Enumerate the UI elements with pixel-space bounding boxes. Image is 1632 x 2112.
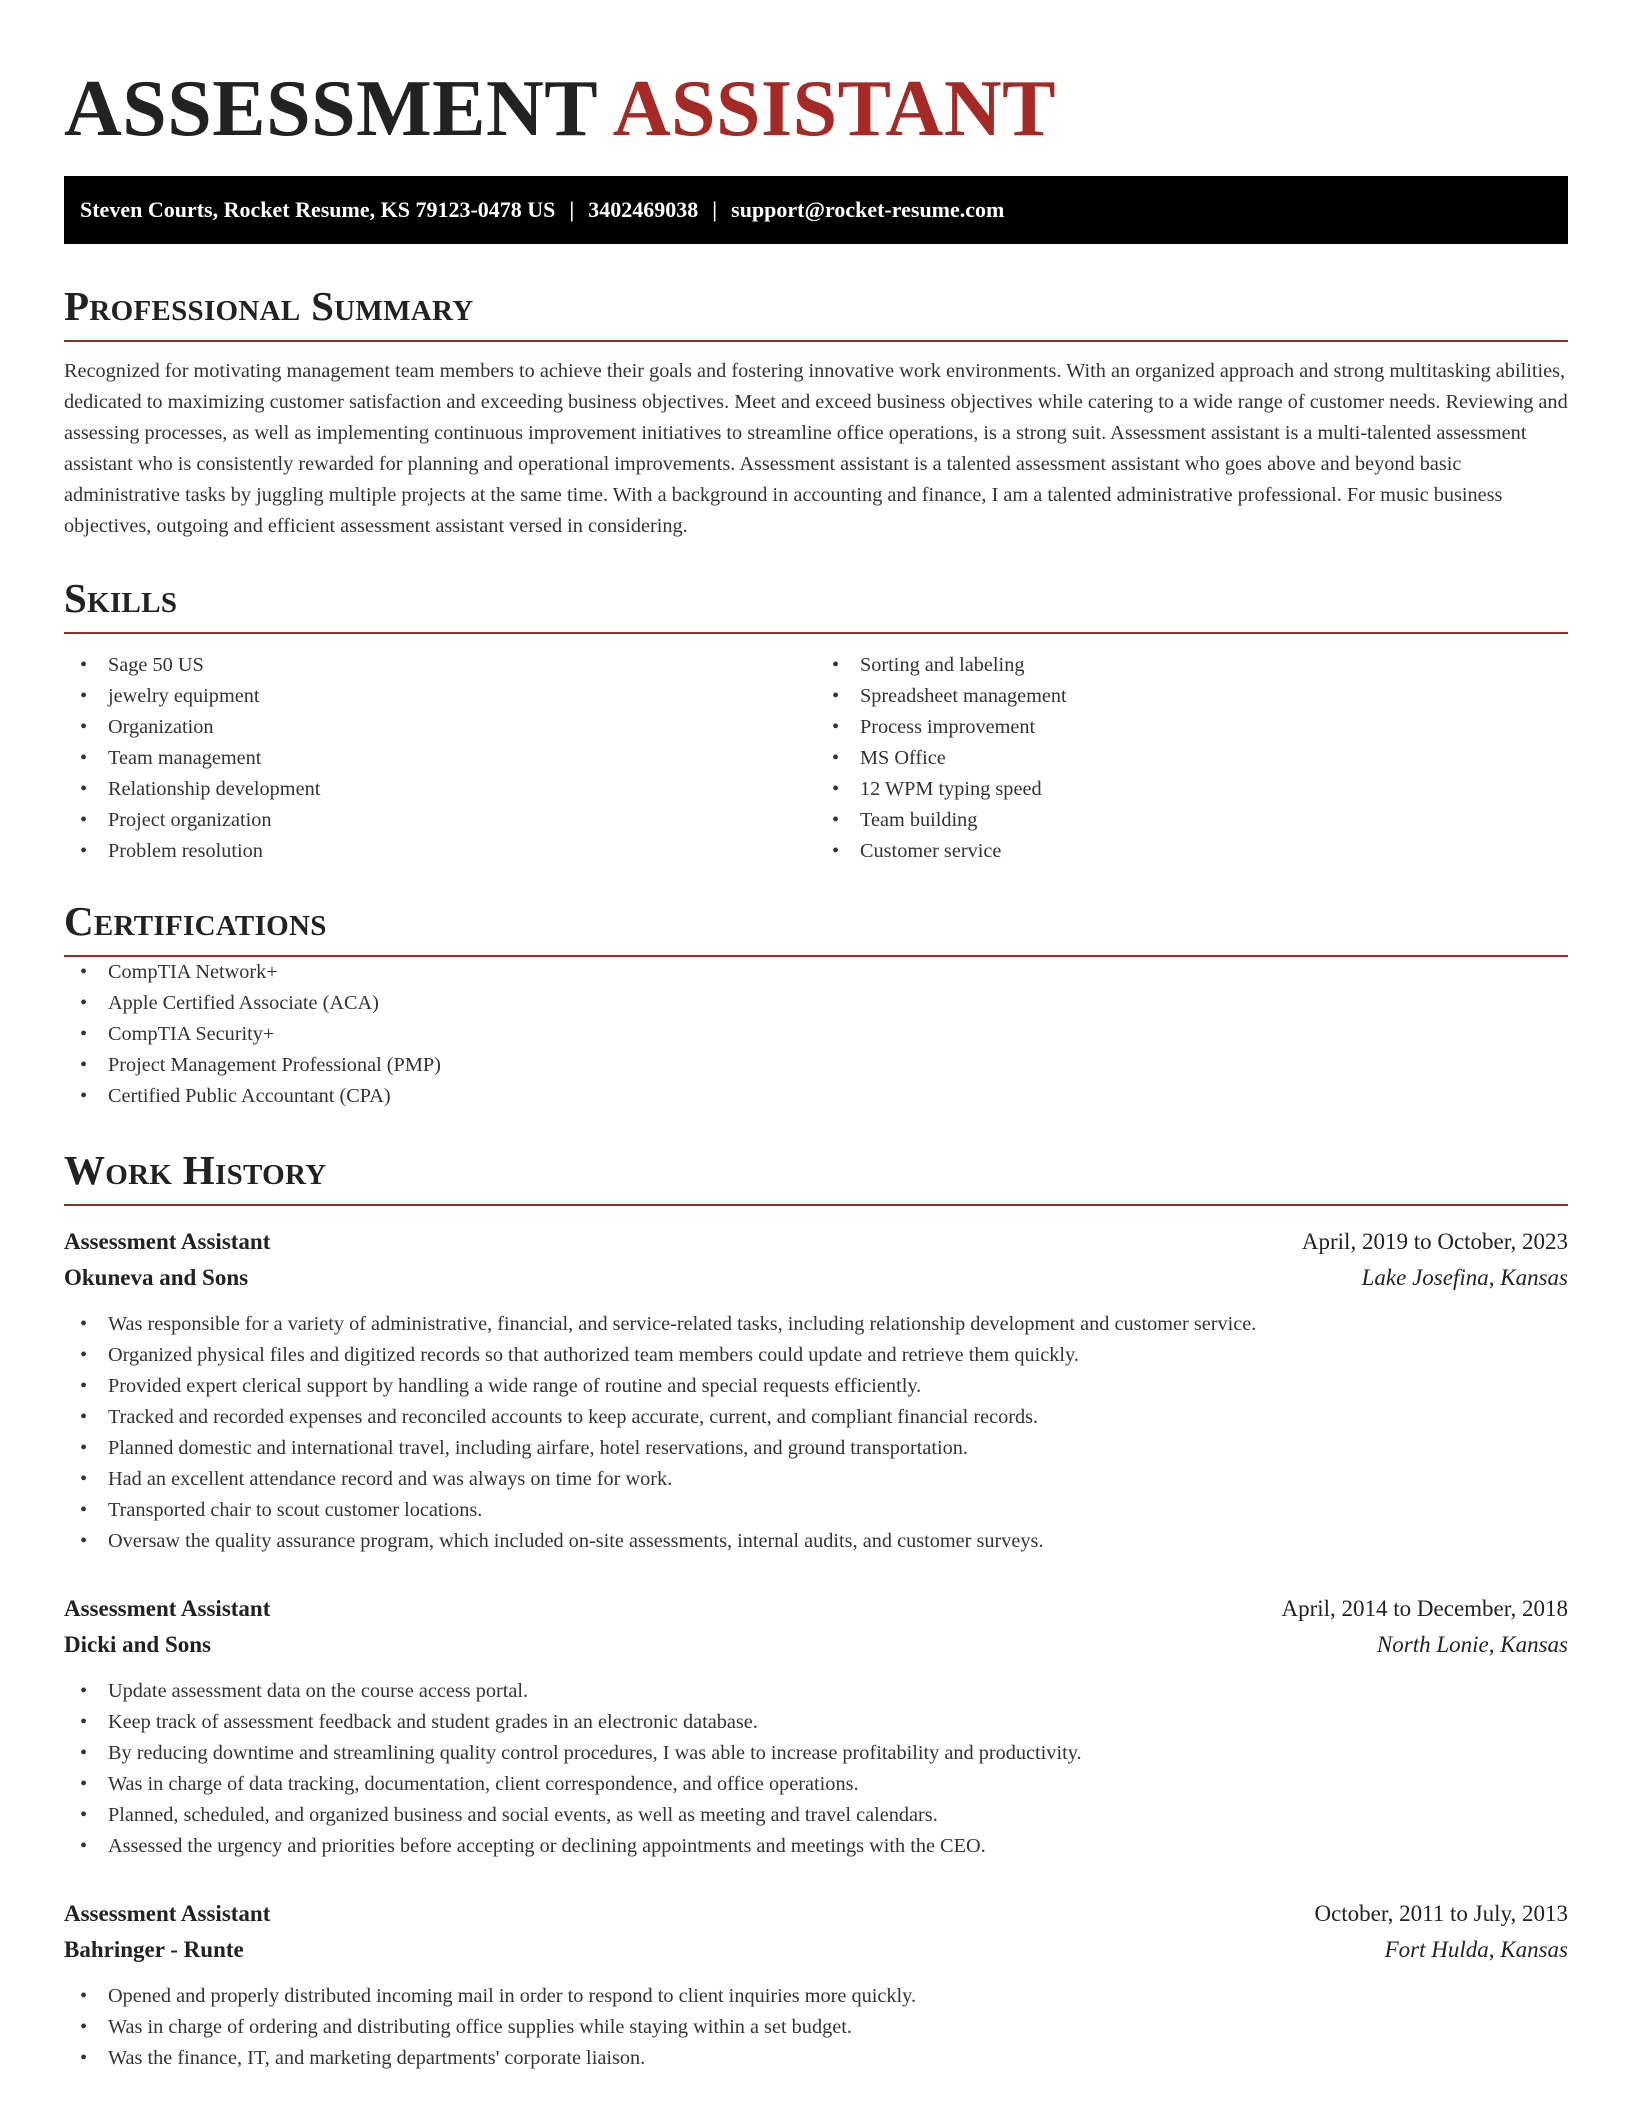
job-duties-list bbox=[64, 1676, 1568, 1862]
job-header-row bbox=[64, 1224, 1568, 1260]
skill-item: • Relationship development bbox=[64, 774, 816, 805]
job-location: Lake Josefina, Kansas bbox=[1361, 1265, 1568, 1290]
job-header-row bbox=[64, 1896, 1568, 1932]
work-history-section bbox=[64, 1144, 1568, 2074]
job-duty-item: • Had an excellent attendance record and was always on time for work. bbox=[64, 1464, 1568, 1495]
certification-item: • Apple Certified Associate (ACA) bbox=[64, 988, 1568, 1019]
certification-item: • CompTIA Security+ bbox=[64, 1019, 1568, 1050]
job-dates: October, 2011 to July, 2013 bbox=[1314, 1901, 1568, 1926]
skill-item: • Sage 50 US bbox=[64, 650, 816, 681]
skill-item: • Customer service bbox=[816, 836, 1568, 867]
skill-item: • MS Office bbox=[816, 743, 1568, 774]
certifications-list bbox=[64, 957, 1568, 1112]
skill-item: • Sorting and labeling bbox=[816, 650, 1568, 681]
job-duty-item: • Planned domestic and international travel, including airfare, hotel reservations, and ground transportation. bbox=[64, 1433, 1568, 1464]
job-entry bbox=[64, 1224, 1568, 1557]
skill-item: • 12 WPM typing speed bbox=[816, 774, 1568, 805]
skill-item: • jewelry equipment bbox=[64, 681, 816, 712]
certification-item: • Certified Public Accountant (CPA) bbox=[64, 1081, 1568, 1112]
job-title: Assessment Assistant bbox=[64, 1596, 271, 1621]
skills-heading: Skills bbox=[64, 575, 178, 621]
contact-address: Steven Courts, Rocket Resume, KS 79123-0478 US bbox=[80, 197, 556, 222]
job-duties-list bbox=[64, 1981, 1568, 2074]
job-duty-item: • Provided expert clerical support by handling a wide range of routine and special requests efficiently. bbox=[64, 1371, 1568, 1402]
job-duty-item: • Update assessment data on the course access portal. bbox=[64, 1676, 1568, 1707]
certification-item: • CompTIA Network+ bbox=[64, 957, 1568, 988]
skill-item: • Project organization bbox=[64, 805, 816, 836]
contact-separator: | bbox=[712, 197, 718, 222]
job-title: Assessment Assistant bbox=[64, 1901, 271, 1926]
job-duty-item: • Was in charge of data tracking, documentation, client correspondence, and office operations. bbox=[64, 1769, 1568, 1800]
job-company-row bbox=[64, 1627, 1568, 1663]
job-title: Assessment Assistant bbox=[64, 1229, 271, 1254]
job-duty-item: • Transported chair to scout customer locations. bbox=[64, 1495, 1568, 1526]
job-entry bbox=[64, 1591, 1568, 1862]
contact-email: support@rocket-resume.com bbox=[731, 197, 1005, 222]
skills-column-right bbox=[816, 650, 1568, 867]
contact-bar bbox=[64, 176, 1568, 244]
skill-item: • Organization bbox=[64, 712, 816, 743]
skill-item: • Team building bbox=[816, 805, 1568, 836]
skill-item: • Process improvement bbox=[816, 712, 1568, 743]
job-duty-item: • Oversaw the quality assurance program, which included on-site assessments, internal audits, and customer surveys. bbox=[64, 1526, 1568, 1557]
name-last: ASSISTANT bbox=[612, 65, 1056, 153]
job-duty-item: • Was the finance, IT, and marketing departments' corporate liaison. bbox=[64, 2043, 1568, 2074]
skill-item: • Spreadsheet management bbox=[816, 681, 1568, 712]
job-location: North Lonie, Kansas bbox=[1376, 1632, 1568, 1657]
skills-list-right bbox=[816, 650, 1568, 867]
skills-list-left bbox=[64, 650, 816, 867]
job-duty-item: • Tracked and recorded expenses and reconciled accounts to keep accurate, current, and compliant financial records. bbox=[64, 1402, 1568, 1433]
job-company: Dicki and Sons bbox=[64, 1632, 212, 1657]
job-duty-item: • Organized physical files and digitized records so that authorized team members could update and retrieve them quickly. bbox=[64, 1340, 1568, 1371]
job-duty-item: • Keep track of assessment feedback and student grades in an electronic database. bbox=[64, 1707, 1568, 1738]
section-divider bbox=[64, 340, 1568, 342]
job-header-row bbox=[64, 1591, 1568, 1627]
job-company-row bbox=[64, 1260, 1568, 1296]
certifications-section bbox=[64, 895, 1568, 1112]
job-duty-item: • Opened and properly distributed incoming mail in order to respond to client inquiries more quickly. bbox=[64, 1981, 1568, 2012]
job-company-row bbox=[64, 1932, 1568, 1968]
resume-name bbox=[64, 0, 1568, 160]
job-duty-item: • Assessed the urgency and priorities before accepting or declining appointments and meetings with the CEO. bbox=[64, 1831, 1568, 1862]
section-divider bbox=[64, 1204, 1568, 1206]
job-duty-item: • By reducing downtime and streamlining quality control procedures, I was able to increase profitability and productivity. bbox=[64, 1738, 1568, 1769]
summary-text: Recognized for motivating management team members to achieve their goals and fostering innovative work environments. With an organized approach and strong multitasking abilities, dedicated to maximizing customer satisfaction and exceeding business objectives. Meet and exceed business objectives while catering to a wide range of customer needs. Reviewing and assessing processes, as well as implementing continuous improvement initiatives to streamline office operations, is a strong suit. Assessment assistant is a multi-talented assessment assistant who is consistently rewarded for planning and operational improvements. Assessment assistant is a talented assessment assistant who goes above and beyond basic administrative tasks by juggling multiple projects at the same time. With a background in accounting and finance, I am a talented administrative professional. For music business objectives, outgoing and efficient assessment assistant versed in considering. bbox=[64, 360, 1568, 537]
summary-section bbox=[64, 280, 1568, 542]
certifications-heading: Certifications bbox=[64, 898, 327, 944]
job-dates: April, 2019 to October, 2023 bbox=[1301, 1229, 1568, 1254]
job-company: Bahringer - Runte bbox=[64, 1937, 244, 1962]
skill-item: • Team management bbox=[64, 743, 816, 774]
contact-separator: | bbox=[569, 197, 575, 222]
job-location: Fort Hulda, Kansas bbox=[1384, 1937, 1568, 1962]
contact-phone: 3402469038 bbox=[588, 197, 699, 222]
skill-item: • Problem resolution bbox=[64, 836, 816, 867]
job-duties-list bbox=[64, 1309, 1568, 1557]
certification-item: • Project Management Professional (PMP) bbox=[64, 1050, 1568, 1081]
skills-section bbox=[64, 572, 1568, 867]
work-history-heading: Work History bbox=[64, 1147, 327, 1193]
job-duty-item: • Was in charge of ordering and distributing office supplies while staying within a set budget. bbox=[64, 2012, 1568, 2043]
skills-columns bbox=[64, 650, 1568, 867]
job-dates: April, 2014 to December, 2018 bbox=[1281, 1596, 1568, 1621]
job-duty-item: • Was responsible for a variety of administrative, financial, and service-related tasks, including relationship development and customer service. bbox=[64, 1309, 1568, 1340]
skills-column-left bbox=[64, 650, 816, 867]
job-company: Okuneva and Sons bbox=[64, 1265, 249, 1290]
summary-heading: Professional Summary bbox=[64, 283, 474, 329]
section-divider bbox=[64, 632, 1568, 634]
name-first: ASSESSMENT bbox=[64, 65, 597, 153]
job-duty-item: • Planned, scheduled, and organized business and social events, as well as meeting and travel calendars. bbox=[64, 1800, 1568, 1831]
job-entry bbox=[64, 1896, 1568, 2074]
